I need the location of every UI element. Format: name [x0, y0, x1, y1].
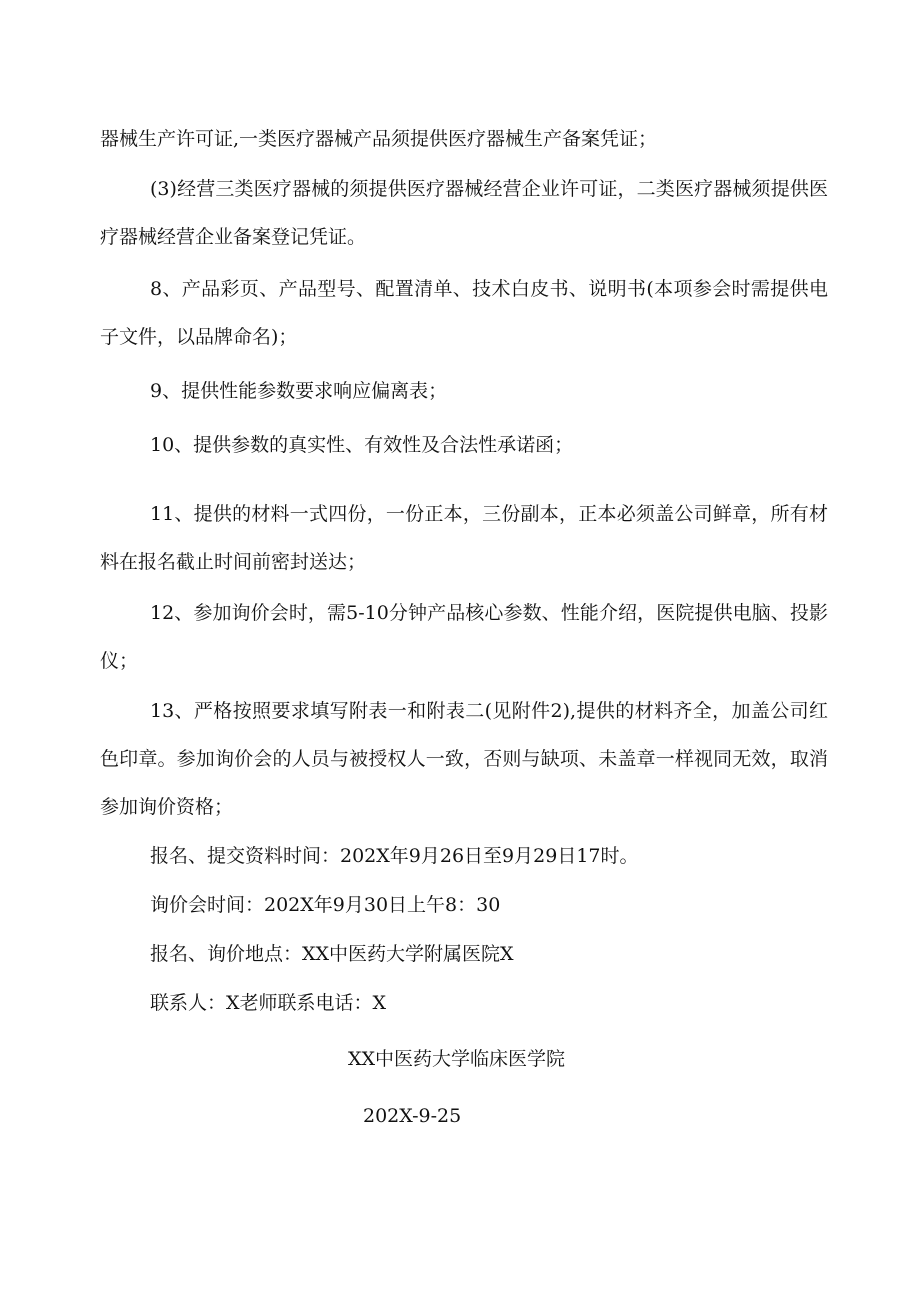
signature-organization: XX中医药大学临床医学院: [348, 1048, 566, 1070]
signature-date: 202X-9-25: [363, 1105, 462, 1127]
paragraph-item-3: (3)经营三类医疗器械的须提供医疗器械经营企业许可证，二类医疗器械须提供医疗器械经营企业备案登记凭证。: [100, 178, 828, 248]
paragraph-item-10: 10、提供参数的真实性、有效性及合法性承诺函；: [150, 434, 574, 456]
contact-line: 联系人：X老师联系电话：X: [150, 992, 387, 1014]
paragraph-item-12: 12、参加询价会时，需5-10分钟产品核心参数、性能介绍，医院提供电脑、投影仪；: [100, 602, 828, 672]
inquiry-meeting-time-line: 询价会时间：202X年9月30日上午8：30: [150, 894, 501, 916]
paragraph-item-11: 11、提供的材料一式四份，一份正本，三份副本，正本必须盖公司鲜章，所有材料在报名截止时间前密封送达；: [100, 503, 828, 573]
location-line: 报名、询价地点：XX中医药大学附属医院X: [150, 943, 514, 965]
registration-time-line: 报名、提交资料时间：202X年9月26日至9月29日17时。: [150, 845, 639, 867]
paragraph-item-13: 13、严格按照要求填写附表一和附表二(见附件2),提供的材料齐全，加盖公司红色印章。参加询价会的人员与被授权人一致，否则与缺项、未盖章一样视同无效，取消参加询价资格；: [100, 700, 828, 818]
paragraph-item-8: 8、产品彩页、产品型号、配置清单、技术白皮书、说明书(本项参会时需提供电子文件，以品牌命名)；: [100, 278, 828, 348]
paragraph-item-9: 9、提供性能参数要求响应偏离表；: [150, 380, 448, 402]
paragraph-continuation: 器械生产许可证,一类医疗器械产品须提供医疗器械生产备案凭证；: [100, 128, 658, 150]
